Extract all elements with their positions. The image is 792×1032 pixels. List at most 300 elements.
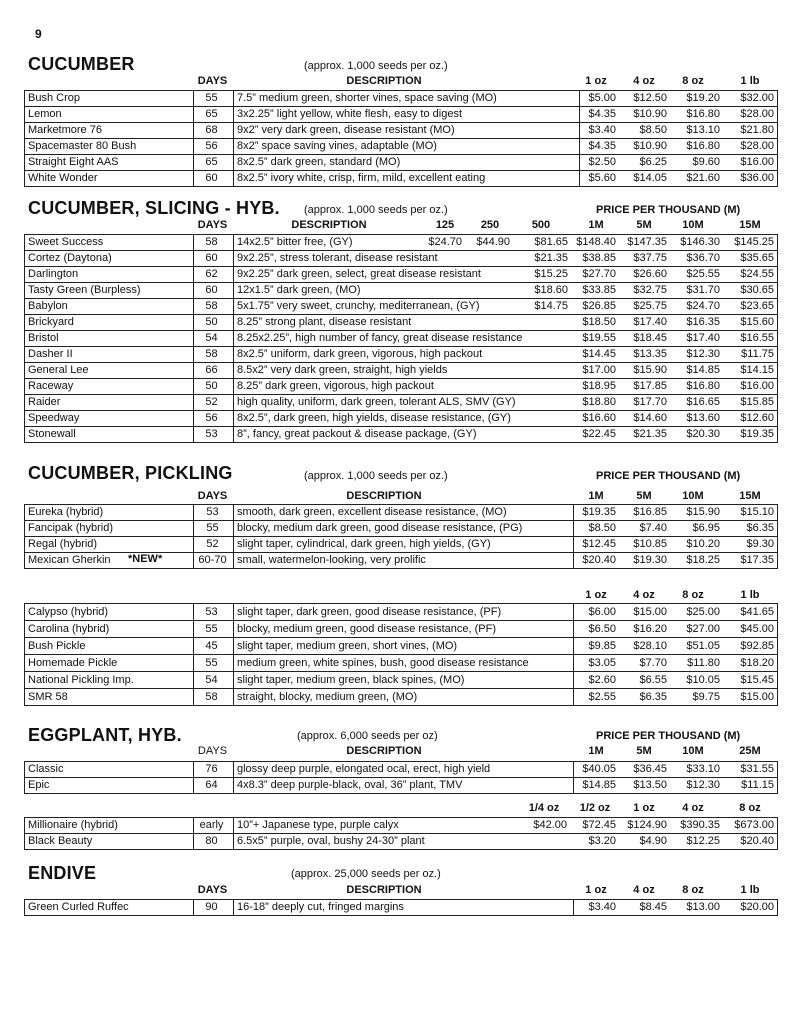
- description-cell: 8.5x2” very dark green, straight, high yields: [237, 364, 448, 376]
- price-cell: $146.30: [680, 236, 720, 248]
- slicing-column-header: 10M: [682, 219, 704, 231]
- price-cell: [466, 331, 510, 346]
- price-cell: [466, 427, 510, 442]
- description-cell: 16-18” deeply cut, fringed margins: [237, 901, 404, 913]
- price-cell: $32.75: [633, 284, 667, 296]
- price-cell: [516, 395, 568, 410]
- price-cell: $15.10: [740, 506, 774, 518]
- variety-name: Eureka (hybrid): [28, 506, 104, 518]
- slicing-column-header: 500: [531, 219, 551, 231]
- price-cell: [422, 315, 462, 330]
- price-cell: [516, 315, 568, 330]
- description-cell: 8x2.5” ivory white, crisp, firm, mild, excellent eating: [237, 172, 486, 184]
- slicing-column-header: DAYS: [197, 219, 228, 231]
- cucumber-column-header: 1 lb: [740, 75, 760, 87]
- price-cell: $16.20: [633, 623, 667, 635]
- price-cell: [466, 251, 510, 266]
- days-cell: 52: [205, 396, 218, 408]
- price-cell: $17.00: [582, 364, 616, 376]
- variety-name: Regal (hybrid): [28, 538, 98, 550]
- price-cell: $14.60: [633, 412, 667, 424]
- price-cell: $12.45: [582, 538, 616, 550]
- price-cell: $20.00: [740, 901, 774, 913]
- price-cell: $7.70: [639, 657, 667, 669]
- days-cell: 58: [205, 348, 218, 360]
- variety-name: Green Curled Ruffec: [28, 901, 129, 913]
- price-per-thousand-label: PRICE PER THOUSAND (M): [596, 730, 741, 742]
- days-cell: 55: [205, 92, 218, 104]
- days-cell: 60-70: [198, 554, 227, 566]
- description-cell: medium green, white spines, bush, good disease resistance: [237, 657, 529, 669]
- price-cell: $27.00: [686, 623, 720, 635]
- price-cell: $16.80: [686, 140, 720, 152]
- price-cell: $16.00: [740, 156, 774, 168]
- price-cell: [526, 834, 567, 849]
- price-cell: [466, 267, 510, 282]
- days-cell: 76: [205, 763, 218, 775]
- price-cell: $124.90: [627, 819, 667, 831]
- eggplant-column-header: 10M: [682, 745, 704, 757]
- price-cell: $25.55: [686, 268, 720, 280]
- price-cell: $28.00: [740, 108, 774, 120]
- price-cell: $92.85: [740, 640, 774, 652]
- price-cell: $4.35: [588, 140, 616, 152]
- description-cell: 8x2.5” uniform, dark green, vigorous, high packout: [237, 348, 483, 360]
- description-cell: glossy deep purple, elongated ocal, erect, high yield: [237, 763, 491, 775]
- price-cell: $12.50: [633, 92, 667, 104]
- price-cell: $26.60: [633, 268, 667, 280]
- pickling-column-header: 10M: [682, 490, 704, 502]
- price-cell: $15.00: [740, 691, 774, 703]
- variety-name: Raider: [28, 396, 61, 408]
- price-cell: $51.05: [686, 640, 720, 652]
- price-cell: $38.85: [582, 252, 616, 264]
- price-cell: $6.25: [639, 156, 667, 168]
- price-cell: $31.70: [686, 284, 720, 296]
- price-cell: $17.35: [740, 554, 774, 566]
- eggplant-oz-column-header: 4 oz: [682, 802, 704, 814]
- price-cell: $6.35: [639, 691, 667, 703]
- price-cell: $19.35: [582, 506, 616, 518]
- description-cell: 9x2.25” dark green, select, great disease resistant: [237, 268, 481, 280]
- new-badge: *NEW*: [128, 553, 163, 565]
- description-cell: 10”+ Japanese type, purple calyx: [237, 819, 399, 831]
- price-cell: $10.90: [633, 140, 667, 152]
- price-cell: $24.55: [740, 268, 774, 280]
- description-cell: 8.25x2.25”, high number of fancy, great disease resistance: [237, 332, 523, 344]
- price-cell: [422, 379, 462, 394]
- eggplant-oz-column-header: 8 oz: [739, 802, 761, 814]
- endive-column-header: DESCRIPTION: [346, 884, 422, 896]
- description-cell: 8x2” space saving vines, adaptable (MO): [237, 140, 437, 152]
- slicing-column-header: 15M: [739, 219, 761, 231]
- description-cell: 8.25” dark green, vigorous, high packout: [237, 380, 434, 392]
- price-cell: $19.30: [633, 554, 667, 566]
- price-cell: $21.80: [740, 124, 774, 136]
- days-cell: 53: [206, 506, 219, 518]
- price-cell: $148.40: [576, 236, 616, 248]
- price-cell: $390.35: [680, 819, 720, 831]
- price-cell: $16.65: [686, 396, 720, 408]
- description-cell: small, watermelon-looking, very prolific: [237, 554, 426, 566]
- cucumber-column-header: DAYS: [197, 75, 228, 87]
- price-cell: [516, 363, 568, 378]
- price-cell: $5.60: [588, 172, 616, 184]
- description-cell: slight taper, medium green, short vines, (MO): [237, 640, 458, 652]
- seed-count-note: (approx. 25,000 seeds per oz.): [291, 868, 441, 880]
- price-cell: $10.20: [686, 538, 720, 550]
- seed-count-note: (approx. 6,000 seeds per oz): [297, 730, 438, 742]
- days-cell: 60: [205, 172, 218, 184]
- days-cell: 62: [205, 268, 218, 280]
- price-cell: $19.35: [740, 428, 774, 440]
- price-cell: $15.00: [633, 606, 667, 618]
- days-cell: 53: [205, 428, 218, 440]
- section-title-eggplant: EGGPLANT, HYB.: [28, 725, 182, 745]
- price-cell: $6.00: [588, 606, 616, 618]
- description-cell: 4x8.3” deep purple-black, oval, 36” plant, TMV: [237, 779, 463, 791]
- days-cell: 45: [205, 640, 218, 652]
- pickling-oz-column-header: 4 oz: [633, 589, 655, 601]
- price-cell: $3.20: [588, 835, 616, 847]
- price-cell: $19.55: [582, 332, 616, 344]
- price-cell: $14.45: [582, 348, 616, 360]
- seed-count-note: (approx. 1,000 seeds per oz.): [304, 204, 448, 216]
- variety-name: Carolina (hybrid): [28, 623, 110, 635]
- price-cell: $19.20: [686, 92, 720, 104]
- price-cell: $17.40: [686, 332, 720, 344]
- price-cell: $21.35: [633, 428, 667, 440]
- eggplant-oz-column-header: 1 oz: [633, 802, 655, 814]
- pickling-oz-column-header: 1 lb: [740, 589, 760, 601]
- variety-name: White Wonder: [28, 172, 98, 184]
- price-cell: $10.90: [633, 108, 667, 120]
- days-cell: 80: [205, 835, 218, 847]
- price-cell: $16.85: [633, 506, 667, 518]
- price-cell: $44.90: [476, 236, 510, 248]
- price-cell: $6.50: [588, 623, 616, 635]
- description-cell: straight, blocky, medium green, (MO): [237, 691, 418, 703]
- variety-name: Mexican Gherkin: [28, 554, 111, 566]
- pickling-column-header: 1M: [588, 490, 604, 502]
- days-cell: 65: [205, 108, 218, 120]
- price-per-thousand-label: PRICE PER THOUSAND (M): [596, 204, 741, 216]
- price-cell: $33.85: [582, 284, 616, 296]
- price-cell: [466, 363, 510, 378]
- price-cell: $6.55: [639, 674, 667, 686]
- price-cell: $18.25: [686, 554, 720, 566]
- price-cell: $7.40: [639, 522, 667, 534]
- description-cell: slight taper, medium green, black spines, (MO): [237, 674, 465, 686]
- seed-count-note: (approx. 1,000 seeds per oz.): [304, 470, 448, 482]
- cucumber-column-header: 4 oz: [633, 75, 655, 87]
- price-cell: [466, 347, 510, 362]
- price-cell: [422, 299, 462, 314]
- price-cell: $12.30: [686, 779, 720, 791]
- slicing-column-header: DESCRIPTION: [291, 219, 367, 231]
- description-cell: high quality, uniform, dark green, tolerant ALS, SMV (GY): [237, 396, 516, 408]
- pickling-oz-column-header: 8 oz: [682, 589, 704, 601]
- section-title-cucumber-pickling: CUCUMBER, PICKLING: [28, 463, 233, 483]
- price-cell: $16.00: [740, 380, 774, 392]
- cucumber-column-header: 1 oz: [585, 75, 607, 87]
- slicing-column-header: 250: [480, 219, 500, 231]
- endive-column-header: 4 oz: [633, 884, 655, 896]
- price-cell: [516, 331, 568, 346]
- days-cell: 56: [205, 412, 218, 424]
- price-cell: $145.25: [734, 236, 774, 248]
- price-cell: [422, 363, 462, 378]
- description-cell: 8x2.5” dark green, standard (MO): [237, 156, 401, 168]
- description-cell: blocky, medium green, good disease resistance, (PF): [237, 623, 497, 635]
- price-cell: $10.05: [686, 674, 720, 686]
- price-cell: [516, 427, 568, 442]
- eggplant-column-header: 1M: [588, 745, 604, 757]
- description-cell: 6.5x5” purple, oval, bushy 24-30” plant: [237, 835, 425, 847]
- price-cell: $8.45: [639, 901, 667, 913]
- price-cell: $6.95: [692, 522, 720, 534]
- price-cell: $11.80: [687, 657, 720, 669]
- description-cell: slight taper, cylindrical, dark green, high yields, (GY): [237, 538, 491, 550]
- days-cell: 58: [205, 691, 218, 703]
- price-cell: $3.05: [588, 657, 616, 669]
- price-cell: $14.05: [633, 172, 667, 184]
- days-cell: 68: [205, 124, 218, 136]
- description-cell: smooth, dark green, excellent disease resistance, (MO): [237, 506, 507, 518]
- price-cell: $25.75: [633, 300, 667, 312]
- price-cell: $2.50: [588, 156, 616, 168]
- price-cell: [516, 347, 568, 362]
- price-cell: $18.60: [534, 284, 568, 296]
- price-cell: $673.00: [734, 819, 774, 831]
- days-cell: 50: [205, 380, 218, 392]
- days-cell: 55: [205, 657, 218, 669]
- price-cell: $40.05: [582, 763, 616, 775]
- price-cell: $12.60: [740, 412, 774, 424]
- endive-column-header: 1 oz: [585, 884, 607, 896]
- price-cell: $28.00: [740, 140, 774, 152]
- price-cell: $37.75: [633, 252, 667, 264]
- price-cell: $30.65: [740, 284, 774, 296]
- price-cell: $10.85: [633, 538, 667, 550]
- days-cell: 54: [205, 674, 218, 686]
- price-cell: $20.40: [582, 554, 616, 566]
- description-cell: blocky, medium dark green, good disease resistance, (PG): [237, 522, 523, 534]
- price-cell: $16.35: [686, 316, 720, 328]
- section-title-cucumber-slicing: CUCUMBER, SLICING - HYB.: [28, 198, 280, 218]
- variety-name: Straight Eight AAS: [28, 156, 119, 168]
- price-cell: $15.60: [740, 316, 774, 328]
- price-cell: $18.20: [740, 657, 774, 669]
- price-cell: [466, 283, 510, 298]
- price-cell: $6.35: [746, 522, 774, 534]
- variety-name: Fancipak (hybrid): [28, 522, 113, 534]
- price-cell: [466, 395, 510, 410]
- description-cell: 8”, fancy, great packout & disease package, (GY): [237, 428, 477, 440]
- price-cell: $18.80: [582, 396, 616, 408]
- description-cell: slight taper, dark green, good disease resistance, (PF): [237, 606, 502, 618]
- price-cell: $31.55: [740, 763, 774, 775]
- seed-count-note: (approx. 1,000 seeds per oz.): [304, 60, 448, 72]
- price-cell: [466, 299, 510, 314]
- variety-name: Sweet Success: [28, 236, 104, 248]
- price-cell: $3.40: [588, 901, 616, 913]
- days-cell: 60: [205, 284, 218, 296]
- days-cell: 66: [205, 364, 218, 376]
- price-cell: $12.25: [686, 835, 720, 847]
- price-cell: $42.00: [533, 819, 567, 831]
- variety-name: Brickyard: [28, 316, 74, 328]
- eggplant-column-header: 5M: [636, 745, 652, 757]
- price-cell: $16.80: [686, 380, 720, 392]
- days-cell: 64: [205, 779, 218, 791]
- pickling-column-header: DAYS: [197, 490, 228, 502]
- price-cell: $13.00: [686, 901, 720, 913]
- eggplant-column-header: DAYS: [197, 745, 228, 757]
- price-cell: $16.60: [582, 412, 616, 424]
- eggplant-column-header: 25M: [739, 745, 761, 757]
- price-cell: [516, 379, 568, 394]
- price-cell: $20.30: [686, 428, 720, 440]
- price-cell: [422, 267, 462, 282]
- endive-column-rule: [233, 899, 234, 915]
- price-cell: $13.10: [686, 124, 720, 136]
- price-cell: $11.75: [741, 348, 774, 360]
- variety-name: Homemade Pickle: [28, 657, 118, 669]
- price-cell: $18.45: [633, 332, 667, 344]
- price-cell: $24.70: [686, 300, 720, 312]
- price-cell: $21.35: [534, 252, 568, 264]
- variety-name: Black Beauty: [28, 835, 93, 847]
- price-cell: $18.50: [582, 316, 616, 328]
- price-cell: $17.85: [633, 380, 667, 392]
- price-cell: $15.25: [534, 268, 568, 280]
- price-cell: $16.55: [740, 332, 774, 344]
- price-cell: $14.85: [686, 364, 720, 376]
- price-cell: [422, 395, 462, 410]
- price-cell: $13.35: [633, 348, 667, 360]
- days-cell: 56: [205, 140, 218, 152]
- variety-name: Bush Pickle: [28, 640, 86, 652]
- price-cell: $22.45: [582, 428, 616, 440]
- eggplant-oz-column-header: 1/2 oz: [579, 802, 611, 814]
- description-cell: 7.5” medium green, shorter vines, space saving (MO): [237, 92, 497, 104]
- price-cell: $13.60: [686, 412, 720, 424]
- variety-name: Millionaire (hybrid): [28, 819, 118, 831]
- price-cell: [422, 427, 462, 442]
- variety-name: Stonewall: [28, 428, 76, 440]
- price-cell: $15.90: [686, 506, 720, 518]
- cucumber-column-header: 8 oz: [682, 75, 704, 87]
- days-cell: 60: [205, 252, 218, 264]
- days-cell: 53: [205, 606, 218, 618]
- variety-name: Lemon: [28, 108, 62, 120]
- days-cell: 55: [206, 522, 219, 534]
- variety-name: Marketmore 76: [28, 124, 102, 136]
- price-cell: $4.90: [639, 835, 667, 847]
- price-cell: $14.15: [740, 364, 774, 376]
- days-cell: 65: [205, 156, 218, 168]
- days-cell: early: [199, 819, 224, 831]
- days-cell: 55: [205, 623, 218, 635]
- price-cell: $2.55: [588, 691, 616, 703]
- price-cell: [466, 315, 510, 330]
- description-cell: 14x2.5” bitter free, (GY): [237, 236, 353, 248]
- price-cell: $45.00: [740, 623, 774, 635]
- section-title-endive: ENDIVE: [28, 863, 97, 883]
- pickling-column-header: 15M: [739, 490, 761, 502]
- description-cell: 8x2.5”, dark green, high yields, disease resistance, (GY): [237, 412, 511, 424]
- variety-name: National Pickling Imp.: [28, 674, 134, 686]
- variety-name: Dasher II: [28, 348, 73, 360]
- price-per-thousand-label: PRICE PER THOUSAND (M): [596, 470, 741, 482]
- price-cell: $72.45: [582, 819, 616, 831]
- pickling-oz-column-header: 1 oz: [585, 589, 607, 601]
- price-cell: $15.90: [633, 364, 667, 376]
- price-cell: $81.65: [534, 236, 568, 248]
- variety-name: Classic: [28, 763, 64, 775]
- price-cell: $15.45: [740, 674, 774, 686]
- price-cell: $17.70: [633, 396, 667, 408]
- price-cell: $16.80: [686, 108, 720, 120]
- price-cell: $28.10: [633, 640, 667, 652]
- variety-name: Bristol: [28, 332, 59, 344]
- description-cell: 9x2” very dark green, disease resistant (MO): [237, 124, 455, 136]
- cucumber-column-header: DESCRIPTION: [346, 75, 422, 87]
- price-cell: [516, 411, 568, 426]
- eggplant-oz-column-header: 1/4 oz: [528, 802, 560, 814]
- price-cell: $36.00: [740, 172, 774, 184]
- endive-column-header: 8 oz: [682, 884, 704, 896]
- slicing-column-header: 125: [435, 219, 455, 231]
- price-cell: $15.85: [740, 396, 774, 408]
- variety-name: Epic: [28, 779, 50, 791]
- days-cell: 54: [205, 332, 218, 344]
- endive-column-header: 1 lb: [740, 884, 760, 896]
- price-cell: $2.60: [588, 674, 616, 686]
- price-cell: $20.40: [740, 835, 774, 847]
- price-cell: $9.75: [692, 691, 720, 703]
- price-cell: $11.15: [741, 779, 774, 791]
- endive-column-header: DAYS: [197, 884, 228, 896]
- days-cell: 50: [205, 316, 218, 328]
- price-cell: $36.70: [686, 252, 720, 264]
- days-cell: 52: [206, 538, 219, 550]
- price-cell: $9.60: [692, 156, 720, 168]
- price-cell: $17.40: [633, 316, 667, 328]
- pickling-column-header: 5M: [636, 490, 652, 502]
- price-cell: $27.70: [582, 268, 616, 280]
- variety-name: Speedway: [28, 412, 80, 424]
- price-cell: [422, 331, 462, 346]
- section-title-cucumber: CUCUMBER: [28, 54, 135, 74]
- days-cell: 58: [205, 300, 218, 312]
- price-cell: [422, 283, 462, 298]
- price-cell: $41.65: [740, 606, 774, 618]
- price-cell: $9.85: [588, 640, 616, 652]
- eggplant-column-header: DESCRIPTION: [346, 745, 422, 757]
- description-cell: 3x2.25” light yellow, white flesh, easy to digest: [237, 108, 463, 120]
- price-cell: $12.30: [686, 348, 720, 360]
- variety-name: Raceway: [28, 380, 74, 392]
- price-cell: $8.50: [588, 522, 616, 534]
- price-cell: $8.50: [639, 124, 667, 136]
- price-cell: $32.00: [740, 92, 774, 104]
- price-cell: $3.40: [588, 124, 616, 136]
- price-cell: $23.65: [740, 300, 774, 312]
- variety-name: Spacemaster 80 Bush: [28, 140, 137, 152]
- variety-name: SMR 58: [28, 691, 68, 703]
